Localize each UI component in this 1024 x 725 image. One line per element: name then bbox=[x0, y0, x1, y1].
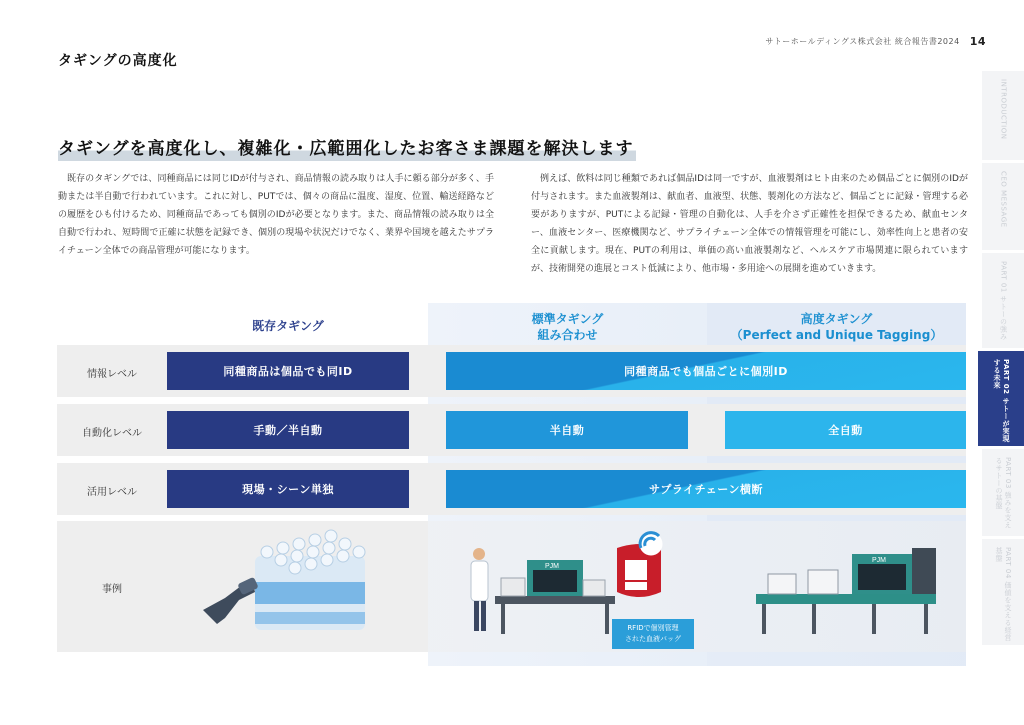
page-number: 14 bbox=[969, 35, 986, 48]
conveyor-line-icon bbox=[756, 594, 936, 634]
column-advanced-tagging: 高度タギング （Perfect and Unique Tagging） bbox=[730, 312, 943, 342]
side-tab-part03[interactable] bbox=[982, 448, 1024, 536]
side-tab-introduction[interactable] bbox=[982, 70, 1024, 160]
column-standard-tagging: 標準タギング 組み合わせ bbox=[531, 312, 604, 342]
conveyor-machine-icon bbox=[495, 560, 615, 634]
row-label-automation-level: 自動化レベル bbox=[82, 428, 142, 439]
row-label-examples: 事例 bbox=[102, 584, 122, 595]
automation-standard-box: 半自動 bbox=[446, 411, 688, 449]
automated-conveyor-illustration bbox=[752, 540, 942, 640]
automation-existing-box: 手動／半自動 bbox=[167, 411, 409, 449]
usage-new-box: サプライチェーン横断 bbox=[446, 470, 966, 508]
column-existing-tagging: 既存タギング bbox=[252, 319, 324, 333]
info-new-box: 同種商品でも個品ごとに個別ID bbox=[446, 352, 966, 390]
side-tab-label: PART 04 価値を支える経営基盤 bbox=[995, 547, 1012, 642]
side-tab-part01[interactable] bbox=[982, 252, 1024, 348]
body-text-left: 既存のタギングでは、同種商品には同じIDが付与され、商品情報の読み取りは人手に頼る部分が多く、手動または半自動で行われています。これに対し、PUTでは、個々の商品に温度、湿度、位置、輸送経路などの履歴をひも付けるため、同種商品であっても個別のIDが必要となります。また、商品情報の読み取りは全自動で行われ、短時間で正確に状態を記録でき、個別の現場や状況だけでなく、業界や国境を越えたサプライチェーン全体での商品管理が可能になります。 bbox=[58, 174, 494, 256]
worker-figure-icon bbox=[471, 548, 488, 631]
side-tab-label: PART 02 サトーが実現する未来 bbox=[993, 359, 1010, 443]
package-boxes-icon bbox=[768, 570, 838, 594]
side-tab-label: CEO MESSAGE bbox=[999, 171, 1008, 228]
side-tab-part02[interactable] bbox=[978, 350, 1024, 446]
row-label-info-level: 情報レベル bbox=[87, 369, 137, 380]
side-navigation bbox=[982, 70, 1024, 645]
usage-existing-box: 現場・シーン単独 bbox=[167, 470, 409, 508]
barcode-scanner-icon bbox=[203, 577, 259, 624]
company-report-title: サトーホールディングス株式会社 統合報告書2024 bbox=[765, 37, 960, 46]
side-tab-label: PART 03 強みを支えるサトーの基盤 bbox=[995, 457, 1012, 530]
side-tab-ceo-message[interactable] bbox=[982, 162, 1024, 250]
side-tab-label: PART 01 サトーの強み bbox=[999, 261, 1008, 341]
side-tab-part04[interactable] bbox=[982, 538, 1024, 645]
labeling-machine-icon bbox=[852, 548, 936, 594]
info-existing-box: 同種商品は個品でも同ID bbox=[167, 352, 409, 390]
headline: タギングを高度化し、複雑化・広範囲化したお客さま課題を解決します bbox=[58, 134, 636, 161]
automation-advanced-box: 全自動 bbox=[725, 411, 966, 449]
side-tab-label: INTRODUCTION bbox=[999, 79, 1008, 140]
bottles-scanner-illustration bbox=[195, 528, 375, 646]
machine-label: PJM bbox=[872, 557, 886, 564]
body-text-right: 例えば、飲料は同じ種類であれば個品IDは同一ですが、血液製剤はヒト由来のため個品ごとに個別のIDが付与されます。また血液製剤は、献血者、血液型、状態、製剤化の方法など、個品ごとに記録・管理する必要がありますが、PUTによる記録・管理の自動化は、人手を介さず正確性を担保できるため、献血センター、血液センター、医療機関など、サプライチェーン全体での情報管理を可能にし、効率性向上と患者の安全に貢献します。現在、PUTの利用は、単価の高い血液製剤など、ヘルスケア市場関連に限られていますが、技術開発の進展とコスト低減により、他市場・多用途への展開を進めていきます。 bbox=[531, 174, 968, 274]
bottle-pack-icon bbox=[255, 530, 365, 630]
machine-label: PJM bbox=[545, 563, 559, 570]
blood-bag-caption: RFIDで個別管理 された血液バッグ bbox=[612, 619, 694, 649]
page-header bbox=[765, 35, 986, 48]
rfid-signal-icon bbox=[640, 533, 661, 554]
row-label-usage-level: 活用レベル bbox=[87, 487, 137, 498]
section-title: タギングの高度化 bbox=[58, 53, 178, 69]
